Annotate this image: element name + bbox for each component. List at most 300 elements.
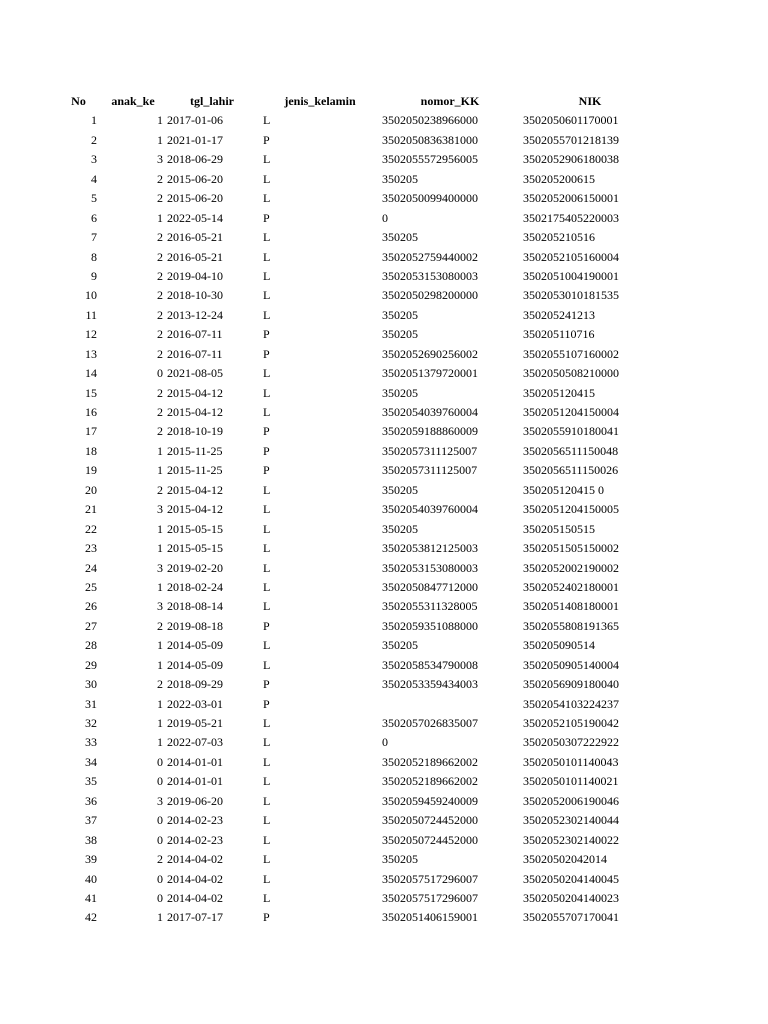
cell-anak-ke: 2 — [157, 171, 163, 186]
cell-nik: 3502053010181535 — [523, 288, 619, 303]
table-row — [0, 325, 768, 344]
table-row — [0, 539, 768, 558]
cell-no: 27 — [85, 618, 97, 633]
cell-nik: 350205210516 — [523, 230, 595, 245]
cell-nomor-kk: 350205 — [382, 852, 418, 867]
cell-jenis-kelamin: P — [263, 210, 270, 225]
cell-anak-ke: 2 — [157, 424, 163, 439]
cell-nik: 3502050601170001 — [523, 113, 619, 128]
cell-anak-ke: 0 — [157, 813, 163, 828]
cell-jenis-kelamin: P — [263, 696, 270, 711]
cell-nik: 3502052302140022 — [523, 832, 619, 847]
table-row — [0, 733, 768, 752]
cell-jenis-kelamin: P — [263, 910, 270, 925]
cell-nik: 3502052006190046 — [523, 793, 619, 808]
table-row — [0, 364, 768, 383]
cell-anak-ke: 2 — [157, 482, 163, 497]
table-row — [0, 597, 768, 616]
cell-no: 24 — [85, 560, 97, 575]
table-row — [0, 111, 768, 130]
cell-anak-ke: 1 — [157, 696, 163, 711]
table-row — [0, 695, 768, 714]
table-row — [0, 500, 768, 519]
header-no: No — [71, 94, 86, 108]
cell-tgl-lahir: 2015-11-25 — [167, 463, 223, 478]
table-row — [0, 422, 768, 441]
cell-nik: 3502051505150002 — [523, 541, 619, 556]
cell-nomor-kk: 3502050099400000 — [382, 191, 478, 206]
cell-no: 20 — [85, 482, 97, 497]
cell-tgl-lahir: 2015-04-12 — [167, 482, 223, 497]
cell-nik: 3502055701218139 — [523, 132, 619, 147]
cell-nik: 3502051204150004 — [523, 405, 619, 419]
cell-nik: 3502052002190002 — [523, 560, 619, 575]
cell-tgl-lahir: 2015-04-12 — [167, 385, 223, 400]
cell-jenis-kelamin: L — [263, 385, 271, 400]
cell-anak-ke: 2 — [157, 405, 163, 419]
cell-no: 13 — [85, 346, 97, 361]
cell-jenis-kelamin: L — [263, 832, 271, 847]
table-row — [0, 209, 768, 228]
cell-nik: 3502050101140021 — [523, 774, 619, 789]
cell-nik: 3502050204140045 — [523, 871, 619, 886]
cell-nomor-kk: 3502057311125007 — [382, 463, 478, 478]
cell-anak-ke: 3 — [157, 599, 163, 614]
cell-nik: 3502054103224237 — [523, 696, 619, 711]
cell-anak-ke: 1 — [157, 638, 163, 653]
cell-tgl-lahir: 2014-04-02 — [167, 852, 223, 867]
cell-jenis-kelamin: P — [263, 677, 270, 692]
cell-tgl-lahir: 2015-05-15 — [167, 521, 223, 536]
cell-nomor-kk: 3502055311328005 — [382, 599, 478, 614]
cell-tgl-lahir: 2014-05-09 — [167, 638, 223, 653]
cell-jenis-kelamin: P — [263, 327, 270, 342]
cell-tgl-lahir: 2018-10-19 — [167, 424, 223, 439]
cell-nomor-kk: 3502052690256002 — [382, 346, 478, 361]
table-row — [0, 228, 768, 247]
cell-nik: 350205120415 0 — [523, 482, 604, 497]
cell-jenis-kelamin: L — [263, 560, 271, 575]
header-nik: NIK — [578, 94, 602, 108]
cell-nik: 3502052105190042 — [523, 716, 619, 730]
table-row — [0, 150, 768, 169]
table-row — [0, 248, 768, 267]
table-row — [0, 131, 768, 150]
cell-no: 36 — [85, 793, 97, 808]
cell-tgl-lahir: 2018-02-24 — [167, 579, 223, 594]
cell-tgl-lahir: 2019-05-21 — [167, 716, 223, 730]
cell-tgl-lahir: 2015-05-15 — [167, 541, 223, 556]
cell-tgl-lahir: 2016-05-21 — [167, 230, 223, 245]
cell-tgl-lahir: 2015-06-20 — [167, 171, 223, 186]
cell-jenis-kelamin: L — [263, 366, 271, 381]
table-row — [0, 403, 768, 422]
cell-nik: 3502056511150048 — [523, 443, 619, 458]
cell-nomor-kk: 3502055572956005 — [382, 152, 478, 167]
cell-nomor-kk: 350205 — [382, 521, 418, 536]
cell-no: 1 — [91, 113, 97, 128]
cell-nomor-kk: 3502050847712000 — [382, 579, 478, 594]
cell-nomor-kk: 3502059351088000 — [382, 618, 478, 633]
table-row — [0, 714, 768, 733]
cell-no: 17 — [85, 424, 97, 439]
cell-no: 18 — [85, 443, 97, 458]
cell-anak-ke: 2 — [157, 852, 163, 867]
cell-nomor-kk: 3502054039760004 — [382, 502, 478, 517]
cell-tgl-lahir: 2015-06-20 — [167, 191, 223, 206]
table-row — [0, 636, 768, 655]
cell-jenis-kelamin: L — [263, 813, 271, 828]
cell-tgl-lahir: 2022-07-03 — [167, 735, 223, 750]
cell-no: 31 — [85, 696, 97, 711]
cell-anak-ke: 3 — [157, 502, 163, 517]
cell-no: 38 — [85, 832, 97, 847]
cell-nomor-kk: 3502053153080003 — [382, 560, 478, 575]
cell-no: 6 — [91, 210, 97, 225]
cell-no: 8 — [91, 249, 97, 264]
table-row — [0, 617, 768, 636]
cell-no: 16 — [85, 405, 97, 419]
cell-no: 4 — [91, 171, 97, 186]
cell-jenis-kelamin: L — [263, 152, 271, 167]
cell-anak-ke: 3 — [157, 793, 163, 808]
cell-nik: 3502055808191365 — [523, 618, 619, 633]
cell-anak-ke: 2 — [157, 618, 163, 633]
cell-nomor-kk: 350205 — [382, 385, 418, 400]
cell-nomor-kk: 3502053153080003 — [382, 268, 478, 283]
cell-tgl-lahir: 2014-01-01 — [167, 774, 223, 789]
cell-anak-ke: 2 — [157, 385, 163, 400]
table-row — [0, 811, 768, 830]
table-row — [0, 189, 768, 208]
cell-jenis-kelamin: L — [263, 716, 271, 730]
cell-anak-ke: 2 — [157, 677, 163, 692]
cell-no: 10 — [85, 288, 97, 303]
cell-tgl-lahir: 2014-01-01 — [167, 754, 223, 769]
cell-no: 25 — [85, 579, 97, 594]
cell-tgl-lahir: 2018-09-29 — [167, 677, 223, 692]
cell-anak-ke: 2 — [157, 307, 163, 322]
cell-anak-ke: 1 — [157, 541, 163, 556]
cell-anak-ke: 2 — [157, 191, 163, 206]
table-row — [0, 442, 768, 461]
cell-nik: 3502175405220003 — [523, 210, 619, 225]
cell-anak-ke: 1 — [157, 716, 163, 730]
cell-nik: 3502052906180038 — [523, 152, 619, 167]
cell-nik: 3502050307222922 — [523, 735, 619, 750]
table-header-row — [0, 92, 768, 111]
cell-anak-ke: 1 — [157, 657, 163, 672]
cell-nomor-kk: 3502057517296007 — [382, 871, 478, 886]
cell-jenis-kelamin: L — [263, 890, 271, 905]
cell-tgl-lahir: 2014-04-02 — [167, 871, 223, 886]
cell-jenis-kelamin: L — [263, 579, 271, 594]
table-row — [0, 753, 768, 772]
cell-no: 11 — [85, 307, 97, 322]
cell-nik: 350205150515 — [523, 521, 595, 536]
cell-nik: 350205110716 — [523, 327, 595, 342]
cell-nomor-kk: 3502057517296007 — [382, 890, 478, 905]
cell-nik: 3502051408180001 — [523, 599, 619, 614]
cell-jenis-kelamin: L — [263, 774, 271, 789]
cell-jenis-kelamin: P — [263, 346, 270, 361]
cell-anak-ke: 0 — [157, 832, 163, 847]
cell-tgl-lahir: 2018-08-14 — [167, 599, 223, 614]
cell-no: 7 — [91, 230, 97, 245]
cell-tgl-lahir: 2013-12-24 — [167, 307, 223, 322]
cell-anak-ke: 1 — [157, 132, 163, 147]
cell-nomor-kk: 3502054039760004 — [382, 405, 478, 419]
cell-anak-ke: 1 — [157, 113, 163, 128]
cell-tgl-lahir: 2014-02-23 — [167, 813, 223, 828]
cell-jenis-kelamin: P — [263, 424, 270, 439]
cell-nik: 3502055707170041 — [523, 910, 619, 925]
data-table — [0, 92, 768, 928]
cell-tgl-lahir: 2021-01-17 — [167, 132, 223, 147]
cell-tgl-lahir: 2016-07-11 — [167, 346, 223, 361]
cell-jenis-kelamin: L — [263, 268, 271, 283]
cell-jenis-kelamin: L — [263, 171, 271, 186]
cell-nomor-kk: 3502052189662002 — [382, 754, 478, 769]
cell-tgl-lahir: 2014-04-02 — [167, 890, 223, 905]
table-row — [0, 170, 768, 189]
cell-nik: 350205090514 — [523, 638, 595, 653]
table-row — [0, 578, 768, 597]
cell-tgl-lahir: 2019-08-18 — [167, 618, 223, 633]
table-body — [0, 111, 768, 927]
cell-tgl-lahir: 2019-06-20 — [167, 793, 223, 808]
cell-no: 35 — [85, 774, 97, 789]
cell-anak-ke: 2 — [157, 268, 163, 283]
cell-nik: 3502050204140023 — [523, 890, 619, 905]
cell-nomor-kk: 3502053359434003 — [382, 677, 478, 692]
cell-no: 19 — [85, 463, 97, 478]
cell-nomor-kk: 3502051406159001 — [382, 910, 478, 925]
cell-nomor-kk: 3502057311125007 — [382, 443, 478, 458]
table-row — [0, 792, 768, 811]
cell-no: 34 — [85, 754, 97, 769]
cell-nomor-kk: 3502050298200000 — [382, 288, 478, 303]
cell-tgl-lahir: 2018-10-30 — [167, 288, 223, 303]
cell-nomor-kk: 3502050724452000 — [382, 813, 478, 828]
cell-nik: 3502052006150001 — [523, 191, 619, 206]
cell-tgl-lahir: 2022-05-14 — [167, 210, 223, 225]
table-row — [0, 461, 768, 480]
table-row — [0, 345, 768, 364]
cell-jenis-kelamin: L — [263, 288, 271, 303]
cell-anak-ke: 1 — [157, 210, 163, 225]
cell-jenis-kelamin: L — [263, 638, 271, 653]
table-row — [0, 831, 768, 850]
table-row — [0, 772, 768, 791]
cell-jenis-kelamin: L — [263, 482, 271, 497]
cell-nomor-kk: 0 — [382, 735, 388, 750]
cell-nik: 3502055107160002 — [523, 346, 619, 361]
table-row — [0, 870, 768, 889]
cell-tgl-lahir: 2015-11-25 — [167, 443, 223, 458]
cell-nomor-kk: 3502052189662002 — [382, 774, 478, 789]
cell-no: 37 — [85, 813, 97, 828]
cell-nomor-kk: 3502051379720001 — [382, 366, 478, 381]
cell-nik: 3502050101140043 — [523, 754, 619, 769]
cell-jenis-kelamin: L — [263, 521, 271, 536]
cell-no: 30 — [85, 677, 97, 692]
cell-no: 9 — [91, 268, 97, 283]
cell-anak-ke: 2 — [157, 249, 163, 264]
cell-no: 22 — [85, 521, 97, 536]
cell-no: 14 — [85, 366, 97, 381]
cell-anak-ke: 1 — [157, 910, 163, 925]
cell-anak-ke: 1 — [157, 579, 163, 594]
cell-no: 40 — [85, 871, 97, 886]
table-row — [0, 656, 768, 675]
cell-nik: 3502055910180041 — [523, 424, 619, 439]
cell-anak-ke: 2 — [157, 346, 163, 361]
cell-jenis-kelamin: L — [263, 852, 271, 867]
table-row — [0, 384, 768, 403]
cell-jenis-kelamin: L — [263, 113, 271, 128]
cell-jenis-kelamin: L — [263, 793, 271, 808]
cell-nomor-kk: 3502050724452000 — [382, 832, 478, 847]
cell-jenis-kelamin: P — [263, 132, 270, 147]
cell-nik: 350205120415 — [523, 385, 595, 400]
cell-jenis-kelamin: P — [263, 443, 270, 458]
cell-tgl-lahir: 2019-04-10 — [167, 268, 223, 283]
cell-no: 15 — [85, 385, 97, 400]
cell-tgl-lahir: 2016-05-21 — [167, 249, 223, 264]
cell-nomor-kk: 350205 — [382, 171, 418, 186]
cell-nomor-kk: 3502058534790008 — [382, 657, 478, 672]
cell-jenis-kelamin: L — [263, 871, 271, 886]
cell-anak-ke: 0 — [157, 774, 163, 789]
cell-no: 42 — [85, 910, 97, 925]
cell-no: 33 — [85, 735, 97, 750]
cell-nomor-kk: 3502050238966000 — [382, 113, 478, 128]
cell-nomor-kk: 3502057026835007 — [382, 716, 478, 730]
cell-jenis-kelamin: L — [263, 735, 271, 750]
cell-jenis-kelamin: L — [263, 754, 271, 769]
cell-nik: 3502050905140004 — [523, 657, 619, 672]
cell-no: 2 — [91, 132, 97, 147]
cell-anak-ke: 0 — [157, 754, 163, 769]
cell-no: 32 — [85, 716, 97, 730]
cell-nomor-kk: 350205 — [382, 230, 418, 245]
cell-no: 28 — [85, 638, 97, 653]
table-row — [0, 286, 768, 305]
cell-tgl-lahir: 2017-07-17 — [167, 910, 223, 925]
cell-jenis-kelamin: L — [263, 541, 271, 556]
table-row — [0, 520, 768, 539]
cell-tgl-lahir: 2014-02-23 — [167, 832, 223, 847]
cell-no: 26 — [85, 599, 97, 614]
cell-anak-ke: 1 — [157, 463, 163, 478]
cell-tgl-lahir: 2018-06-29 — [167, 152, 223, 167]
cell-nik: 3502051004190001 — [523, 268, 619, 283]
cell-nomor-kk: 350205 — [382, 307, 418, 322]
table-row — [0, 306, 768, 325]
cell-anak-ke: 0 — [157, 871, 163, 886]
cell-nik: 35020502042014 — [523, 852, 607, 867]
cell-nik: 3502050508210000 — [523, 366, 619, 381]
header-jenis-kelamin: jenis_kelamin — [284, 94, 356, 108]
cell-anak-ke: 1 — [157, 443, 163, 458]
cell-anak-ke: 2 — [157, 327, 163, 342]
cell-tgl-lahir: 2021-08-05 — [167, 366, 223, 381]
cell-no: 41 — [85, 890, 97, 905]
cell-tgl-lahir: 2014-05-09 — [167, 657, 223, 672]
cell-no: 3 — [91, 152, 97, 167]
cell-jenis-kelamin: L — [263, 657, 271, 672]
cell-tgl-lahir: 2019-02-20 — [167, 560, 223, 575]
cell-jenis-kelamin: L — [263, 405, 271, 419]
cell-nik: 3502056511150026 — [523, 463, 619, 478]
cell-no: 21 — [85, 502, 97, 517]
cell-nomor-kk: 3502052759440002 — [382, 249, 478, 264]
header-nomor-kk: nomor_KK — [420, 94, 480, 108]
cell-no: 29 — [85, 657, 97, 672]
cell-no: 39 — [85, 852, 97, 867]
cell-anak-ke: 1 — [157, 521, 163, 536]
cell-no: 23 — [85, 541, 97, 556]
cell-tgl-lahir: 2015-04-12 — [167, 405, 223, 419]
cell-nik: 350205200615 — [523, 171, 595, 186]
table-row — [0, 559, 768, 578]
cell-nomor-kk: 350205 — [382, 638, 418, 653]
cell-jenis-kelamin: L — [263, 230, 271, 245]
header-anak-ke: anak_ke — [111, 94, 155, 108]
cell-anak-ke: 0 — [157, 890, 163, 905]
cell-nomor-kk: 350205 — [382, 482, 418, 497]
cell-anak-ke: 0 — [157, 366, 163, 381]
cell-nik: 3502052302140044 — [523, 813, 619, 828]
cell-jenis-kelamin: P — [263, 463, 270, 478]
cell-nomor-kk: 3502050836381000 — [382, 132, 478, 147]
cell-tgl-lahir: 2017-01-06 — [167, 113, 223, 128]
header-tgl-lahir: tgl_lahir — [190, 94, 234, 108]
cell-jenis-kelamin: L — [263, 191, 271, 206]
cell-nik: 350205241213 — [523, 307, 595, 322]
cell-nik: 3502056909180040 — [523, 677, 619, 692]
cell-no: 5 — [91, 191, 97, 206]
cell-nik: 3502052105160004 — [523, 249, 619, 264]
cell-anak-ke: 1 — [157, 735, 163, 750]
table-row — [0, 481, 768, 500]
table-row — [0, 267, 768, 286]
cell-anak-ke: 2 — [157, 288, 163, 303]
cell-anak-ke: 3 — [157, 152, 163, 167]
cell-jenis-kelamin: L — [263, 307, 271, 322]
table-row — [0, 889, 768, 908]
cell-anak-ke: 2 — [157, 230, 163, 245]
table-row — [0, 908, 768, 927]
cell-tgl-lahir: 2022-03-01 — [167, 696, 223, 711]
cell-nik: 3502052402180001 — [523, 579, 619, 594]
cell-jenis-kelamin: L — [263, 599, 271, 614]
cell-nomor-kk: 0 — [382, 210, 388, 225]
cell-nomor-kk: 3502059188860009 — [382, 424, 478, 439]
table-row — [0, 675, 768, 694]
table-row — [0, 850, 768, 869]
cell-nik: 3502051204150005 — [523, 502, 619, 517]
cell-tgl-lahir: 2015-04-12 — [167, 502, 223, 517]
cell-anak-ke: 3 — [157, 560, 163, 575]
cell-tgl-lahir: 2016-07-11 — [167, 327, 223, 342]
cell-jenis-kelamin: L — [263, 249, 271, 264]
cell-no: 12 — [85, 327, 97, 342]
cell-nomor-kk: 350205 — [382, 327, 418, 342]
cell-jenis-kelamin: P — [263, 618, 270, 633]
cell-nomor-kk: 3502053812125003 — [382, 541, 478, 556]
